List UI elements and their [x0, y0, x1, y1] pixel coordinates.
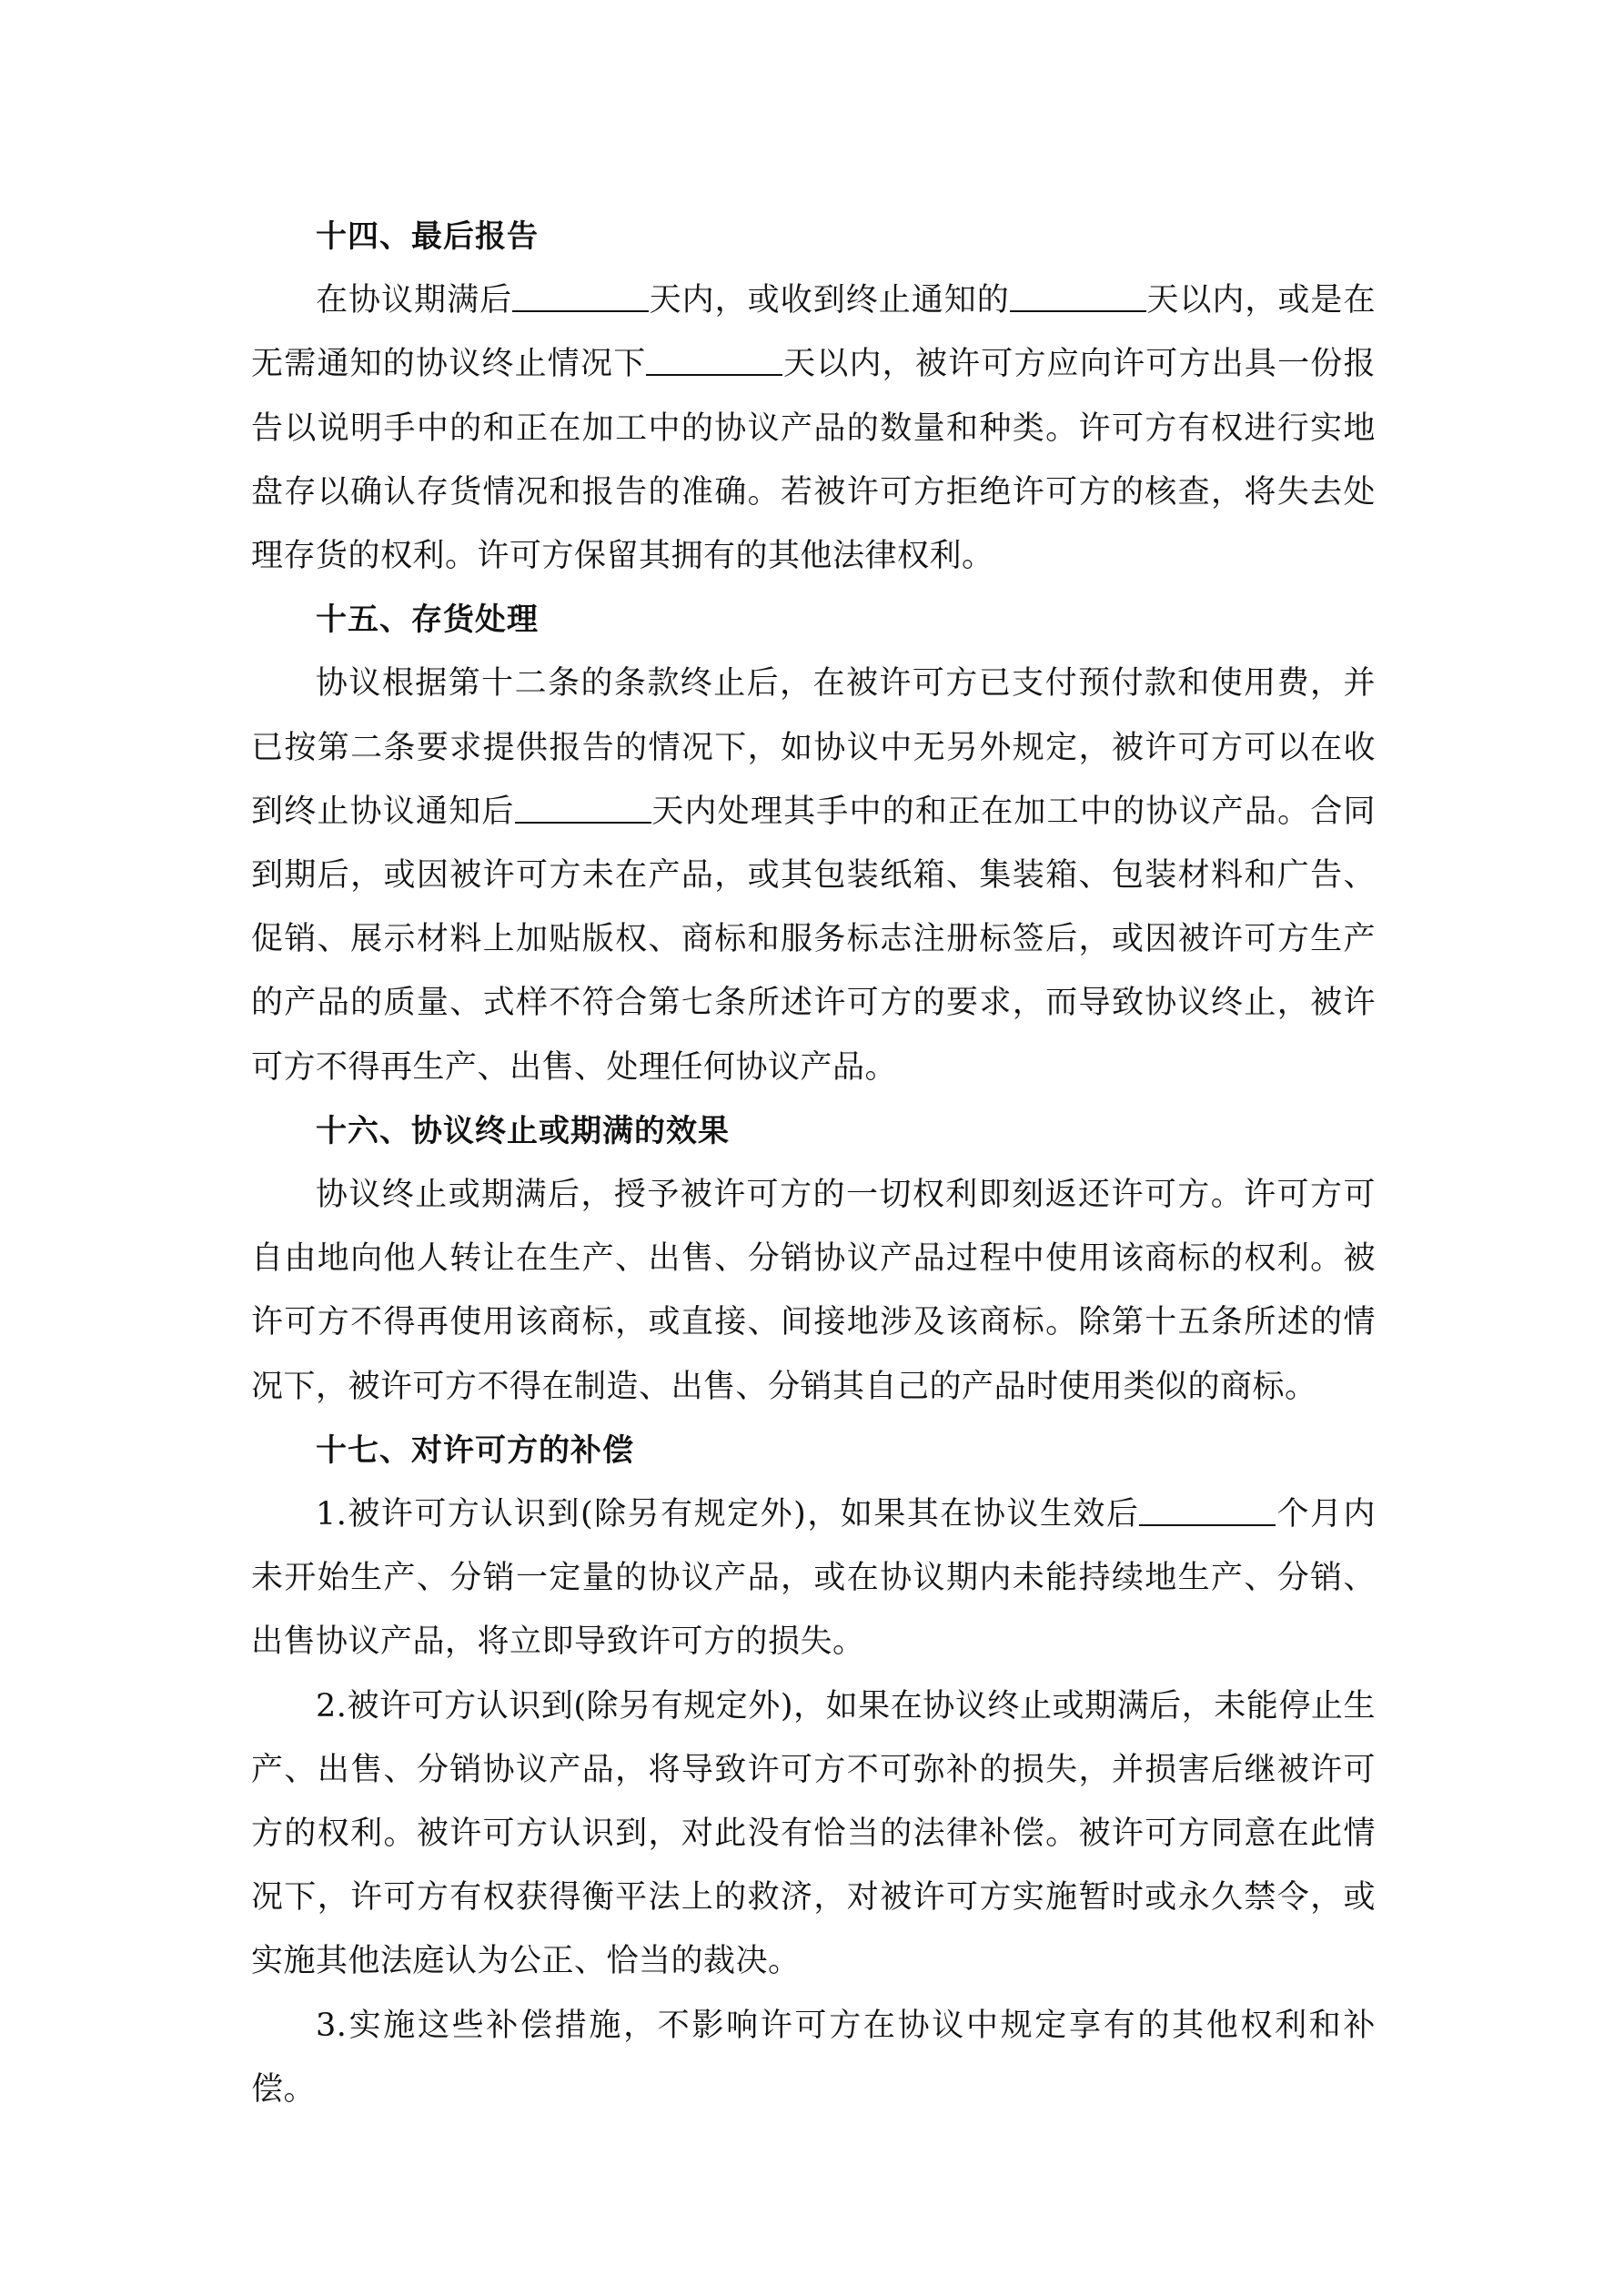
text-segment: 2.被许可方认识到(除另有规定外)，如果在协议终止或期满后，未能停止生产、出售、分销协议产品，将导致许可方不可弥补的损失，并损害后继被许可方的权利。被许可方认识到，对此没有恰当的法律补偿。被许可方同意在此情况下，许可方有权获得衡平法上的救济，对被许可方实施暂时或永久禁令，或实施其他法庭认为公正、恰当的裁决。: [251, 1687, 1376, 1980]
text-segment: 协议根据第十二条的条款终止后，在被许可方已支付预付款和使用费，并已按第二条要求提供报告的情况下，如协议中无另外规定，被许可方可以在收到终止协议通知后: [251, 665, 1376, 830]
fill-in-blank[interactable]: [646, 342, 782, 376]
section-17: [251, 1419, 1376, 2121]
text-segment: 天内，或收到终止通知的: [649, 282, 1010, 319]
text-segment: 个月内未开始生产、分销一定量的协议产品，或在协议期内未能持续地生产、分销、出售协议产品，将立即导致许可方的损失。: [251, 1496, 1376, 1661]
section-16: [251, 1099, 1376, 1419]
paragraph: [251, 1994, 1376, 2121]
text-segment: 天以内，被许可方应向许可方出具一份报告以说明手中的和正在加工中的协议产品的数量和种类。许可方有权进行实地盘存以确认存货情况和报告的准确。若被许可方拒绝许可方的核查，将失去处理存货的权利。许可方保留其拥有的其他法律权利。: [251, 346, 1376, 575]
section-heading: 十五、存货处理: [316, 602, 539, 639]
text-segment: 1.被许可方认识到(除另有规定外)，如果其在协议生效后: [316, 1496, 1140, 1533]
section-heading: 十六、协议终止或期满的效果: [316, 1112, 730, 1149]
paragraph: [251, 268, 1376, 588]
fill-in-blank[interactable]: [512, 278, 649, 312]
fill-in-blank[interactable]: [1139, 1492, 1276, 1526]
fill-in-blank[interactable]: [515, 790, 651, 824]
document-body: [251, 205, 1376, 2121]
fill-in-blank[interactable]: [1010, 278, 1146, 312]
paragraph: [251, 1482, 1376, 1674]
text-segment: 在协议期满后: [316, 282, 513, 319]
section-15: [251, 588, 1376, 1099]
section-heading: 十七、对许可方的补偿: [316, 1431, 634, 1469]
paragraph: [251, 652, 1376, 1098]
paragraph: [251, 1674, 1376, 1994]
text-segment: 天内处理其手中的和正在加工中的协议产品。合同到期后，或因被许可方未在产品，或其包装纸箱、集装箱、包装材料和广告、促销、展示材料上加贴版权、商标和服务标志注册标签后，或因被许可方生产的产品的质量、式样不符合第七条所述许可方的要求，而导致协议终止，被许可方不得再生产、出售、处理任何协议产品。: [251, 793, 1376, 1086]
text-segment: 协议终止或期满后，授予被许可方的一切权利即刻返还许可方。许可方可自由地向他人转让在生产、出售、分销协议产品过程中使用该商标的权利。被许可方不得再使用该商标，或直接、间接地涉及该商标。除第十五条所述的情况下，被许可方不得在制造、出售、分销其自己的产品时使用类似的商标。: [251, 1177, 1376, 1405]
section-14: [251, 205, 1376, 588]
paragraph: [251, 1163, 1376, 1419]
text-segment: 3.实施这些补偿措施，不影响许可方在协议中规定享有的其他权利和补偿。: [251, 2007, 1376, 2108]
section-heading: 十四、最后报告: [316, 218, 539, 255]
text-segment: 天以内，或是在无需通知的协议终止情况下: [251, 282, 1376, 383]
